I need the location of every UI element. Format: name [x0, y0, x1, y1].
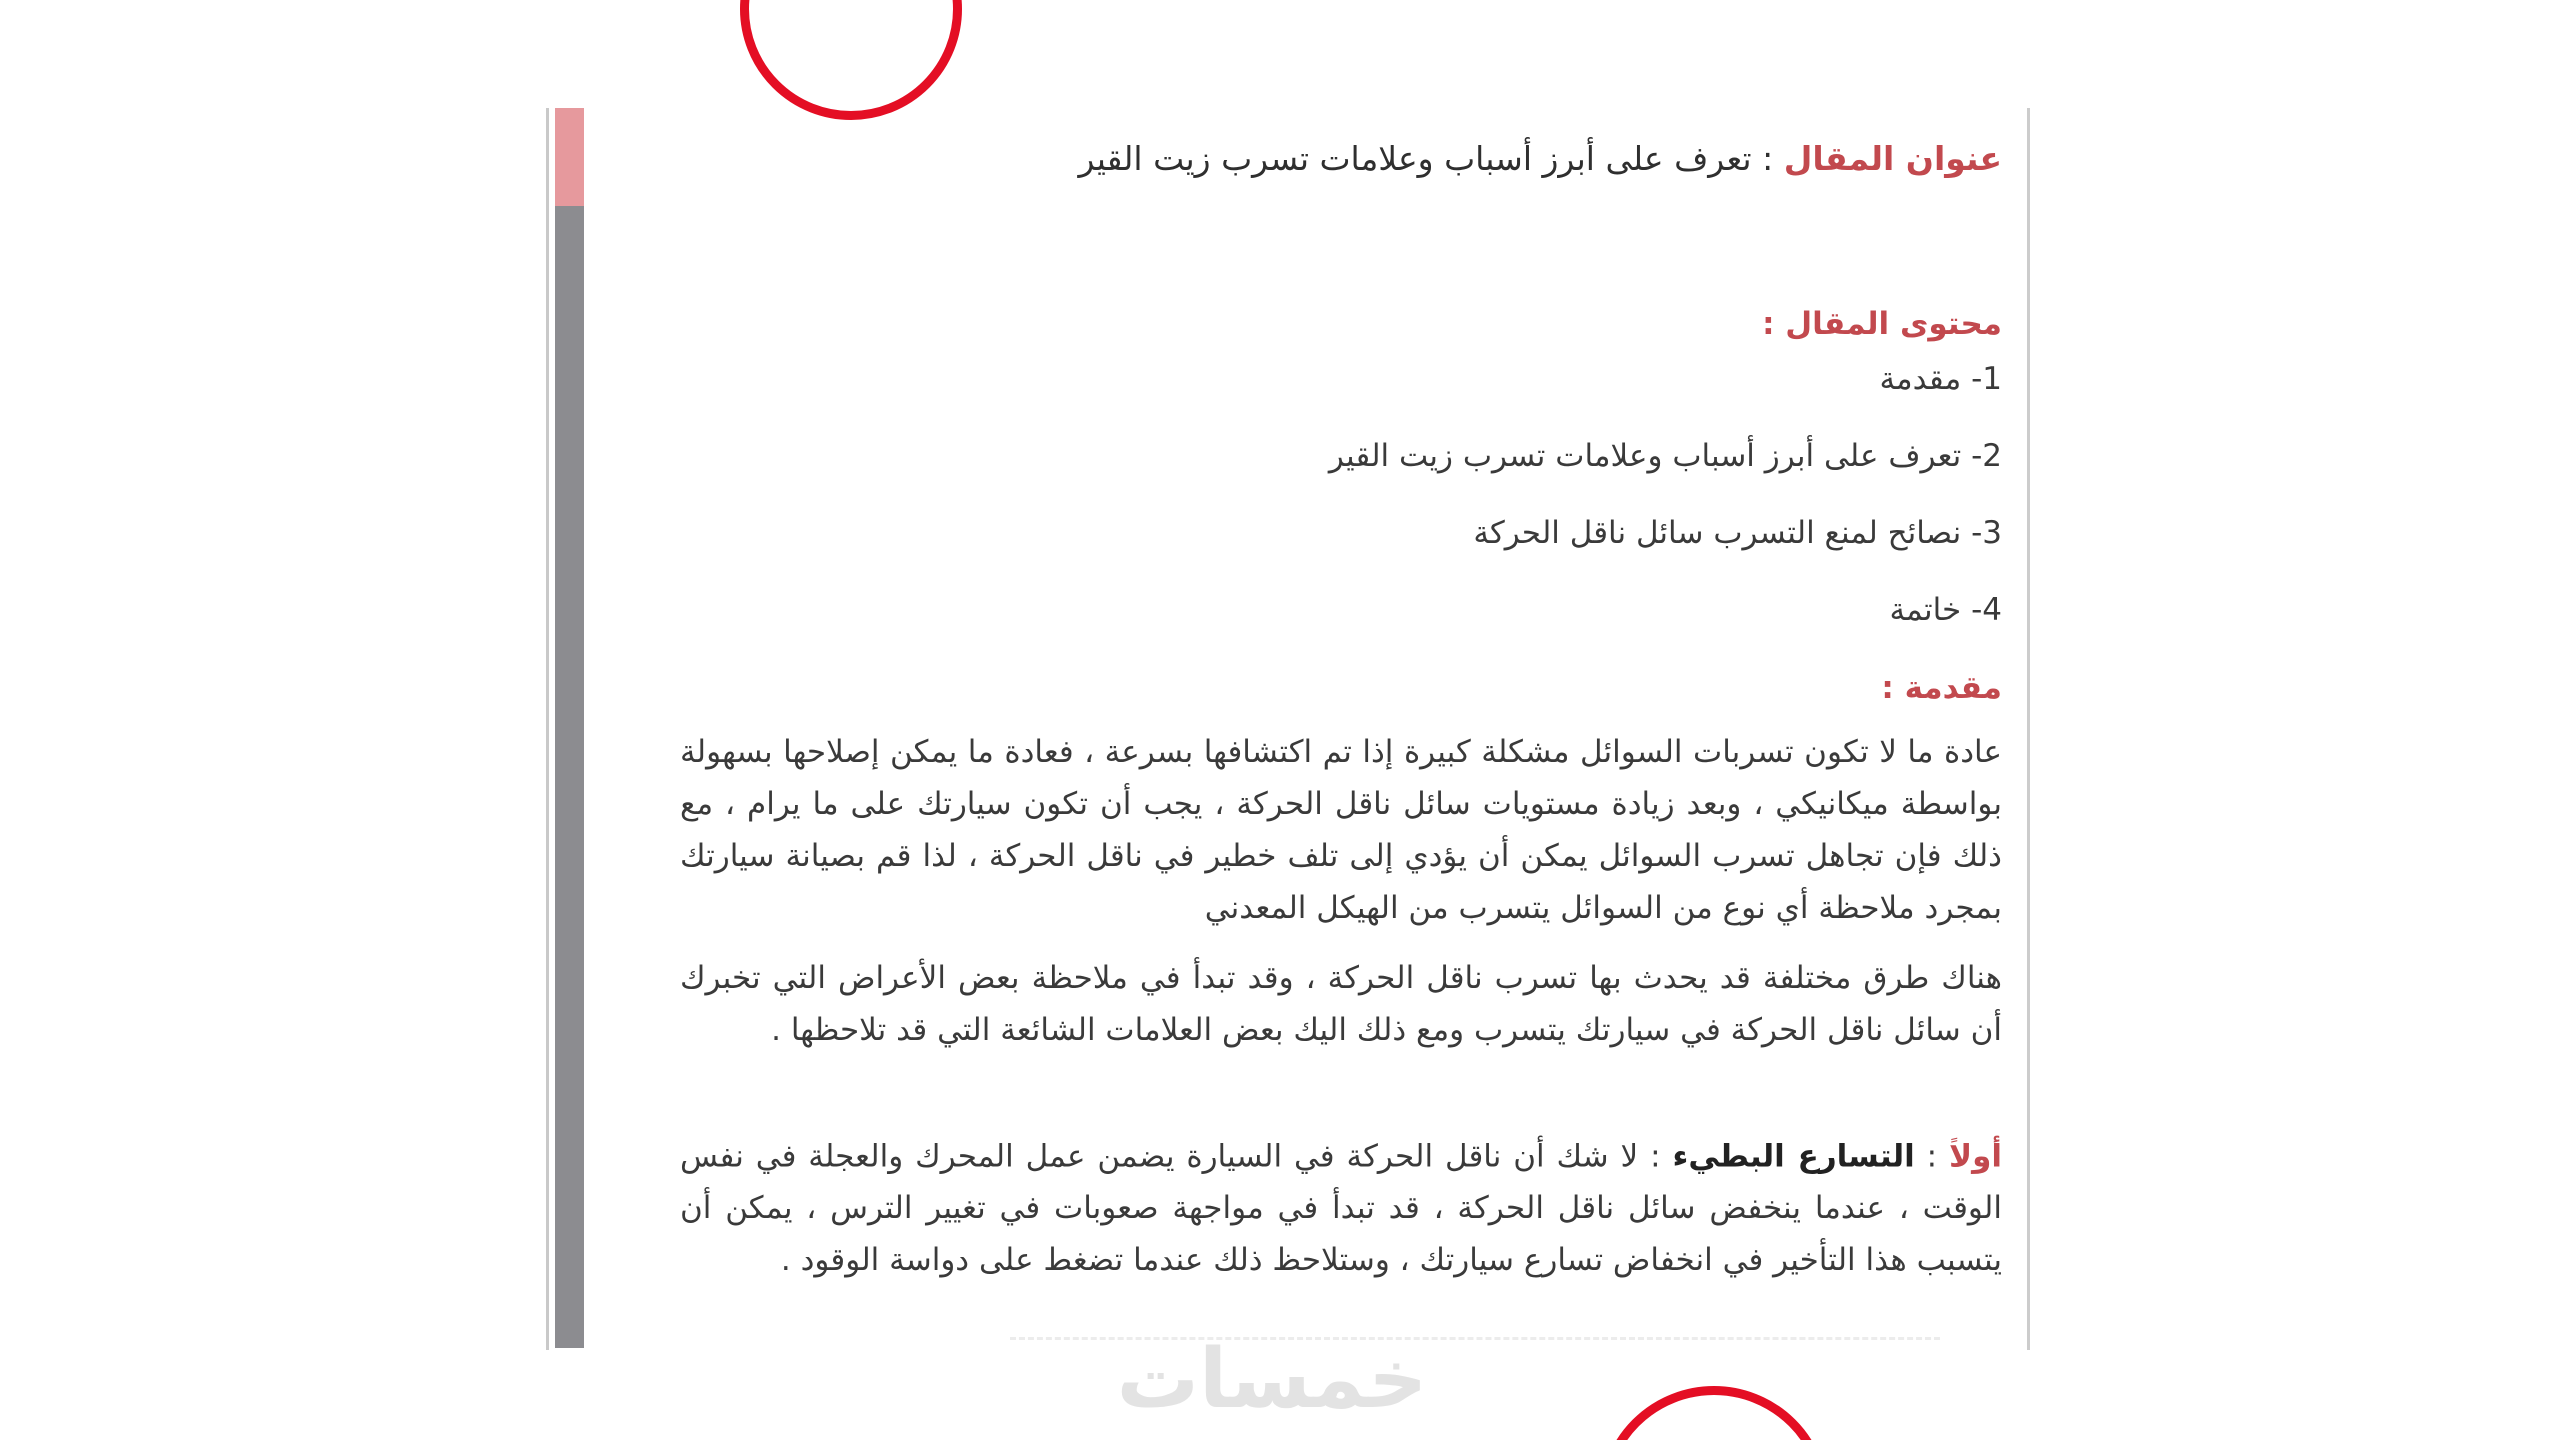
title-separator: :: [1751, 139, 1784, 178]
toc-item-3: 3- نصائح لمنع التسرب سائل ناقل الحركة: [1473, 515, 2002, 551]
khamsat-watermark: خمسات: [1116, 1332, 1428, 1427]
signs-paragraph: هناك طرق مختلفة قد يحدث بها تسرب ناقل الحركة ، وقد تبدأ في ملاحظة بعض الأعراض التي تخبرك أن سائل ناقل الحركة في سيارتك يتسرب ومع ذلك اليك بعض العلامات الشائعة التي قد تلاحظها .: [680, 960, 2002, 1048]
scrollbar-thumb[interactable]: [555, 206, 584, 1348]
article-title-text: تعرف على أبرز أسباب وعلامات تسرب زيت القير: [1078, 139, 1752, 178]
toc-item-4: 4- خاتمة: [1889, 592, 2002, 628]
first-sign-body: : لا شك أن ناقل الحركة في السيارة يضمن عمل المحرك والعجلة في نفس الوقت ، عندما ينخفض سائل ناقل الحركة ، قد تبدأ في مواجهة صعوبات في تغيير الترس ، يمكن أن يتسبب هذا التأخير في انخفاض تسارع سيارتك ، وستلاحظ ذلك عندما تضغط على دواسة الوقود .: [680, 1138, 2002, 1279]
contents-heading: محتوى المقال :: [1762, 306, 2002, 342]
article-title-line: [680, 132, 2002, 186]
page-left-border: [546, 108, 549, 1350]
table-of-contents: [680, 363, 2002, 626]
scrollbar-thumb-highlight[interactable]: [555, 108, 584, 206]
first-sign-label: أولا: [1949, 1138, 2002, 1175]
toc-item-2: 2- تعرف على أبرز أسباب وعلامات تسرب زيت القير: [1328, 438, 2002, 474]
first-sign-term: التسارع البطيء: [1672, 1138, 1915, 1175]
scrollbar-track[interactable]: [555, 108, 584, 1348]
document-body: [680, 0, 2002, 1440]
intro-heading: مقدمة :: [1881, 670, 2002, 706]
toc-item-1: 1- مقدمة: [1879, 361, 2002, 397]
intro-paragraph: عادة ما لا تكون تسربات السوائل مشكلة كبيرة إذا تم اكتشافها بسرعة ، فعادة ما يمكن إصلاحها بسهولة بواسطة ميكانيكي ، وبعد زيادة مستويات سائل ناقل الحركة ، يجب أن تكون سيارتك على ما يرام ، مع ذلك فإن تجاهل تسرب السوائل يمكن أن يؤدي إلى تلف خطير في ناقل الحركة ، لذا قم بصيانة سيارتك بمجرد ملاحظة أي نوع من السوائل يتسرب من الهيكل المعدني: [680, 734, 2002, 926]
first-sign-separator: :: [1914, 1138, 1950, 1175]
page-right-border: [2027, 108, 2030, 1350]
article-title-label: عنوان المقال: [1783, 139, 2002, 178]
first-sign-paragraph: [680, 1122, 2002, 1286]
